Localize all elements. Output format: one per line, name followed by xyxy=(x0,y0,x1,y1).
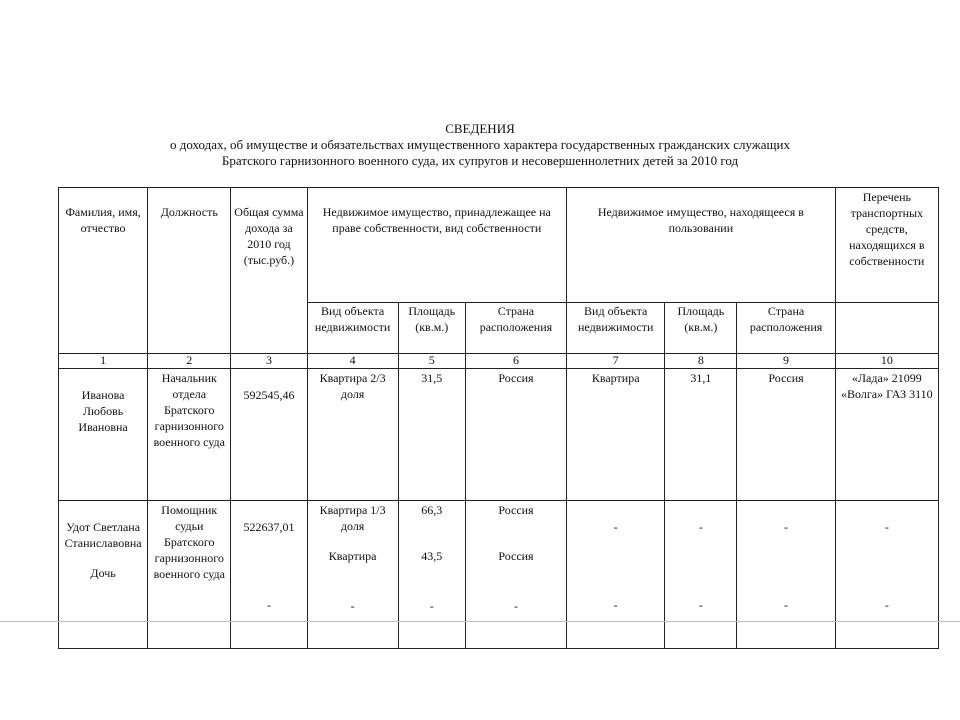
row-income xyxy=(231,501,307,649)
row-owned-area: 31,5 xyxy=(398,369,465,501)
header-owned-group: Недвижимое имущество, принадлежащее на праве собственности, вид собственности xyxy=(307,188,567,303)
row-owned-country-child: - xyxy=(513,599,518,613)
column-number: 6 xyxy=(465,354,566,369)
column-number: 2 xyxy=(148,354,231,369)
row-used-country: Россия xyxy=(737,369,835,501)
header-used-area: Площадь (кв.м.) xyxy=(665,303,737,354)
row-income-main: 522637,01 xyxy=(243,520,295,534)
table-row xyxy=(59,501,939,649)
header-used-country: Страна расположения xyxy=(737,303,835,354)
header-owned-type: Вид объекта недвижимости xyxy=(307,303,398,354)
row-owned-country-1: Россия xyxy=(498,503,534,517)
column-number: 7 xyxy=(567,354,665,369)
row-fio: Иванова Любовь Ивановна xyxy=(59,369,148,501)
row-owned-type xyxy=(307,501,398,649)
row-fio xyxy=(59,501,148,649)
header-fio: Фамилия, имя, отчество xyxy=(59,188,148,354)
row-used-area-child: - xyxy=(698,598,703,612)
row-position: Помощник судьи Братского гарнизонного военного суда xyxy=(148,501,231,649)
row-used-area: 31,1 xyxy=(665,369,737,501)
row-position: Начальник отдела Братского гарнизонного военного суда xyxy=(148,369,231,501)
row-fio-child: Дочь xyxy=(90,566,116,580)
document-title xyxy=(58,121,902,169)
row-used-country-main: - xyxy=(784,520,789,534)
column-number: 9 xyxy=(737,354,835,369)
title-line-2: о доходах, об имуществе и обязательствах имущественного характера государственных гражданских служащих xyxy=(169,137,791,152)
income-table xyxy=(58,187,939,649)
header-transport: Перечень транспортных средств, находящихся в собственности xyxy=(835,188,938,303)
column-number: 10 xyxy=(835,354,938,369)
row-transport xyxy=(835,501,938,649)
row-transport-child: - xyxy=(884,598,889,612)
header-row xyxy=(59,188,939,303)
header-income: Общая сумма дохода за 2010 год (тыс.руб.) xyxy=(231,188,307,354)
header-transport-sub xyxy=(835,303,938,354)
row-used-country xyxy=(737,501,835,649)
row-owned-area xyxy=(398,501,465,649)
row-fio-main: Удот Светлана Станиславовна xyxy=(64,520,142,550)
page-divider xyxy=(0,621,960,622)
table-row xyxy=(59,369,939,501)
row-used-type-child: - xyxy=(613,598,618,612)
column-number: 3 xyxy=(231,354,307,369)
row-owned-area-2: 43,5 xyxy=(421,549,443,563)
row-transport-main: - xyxy=(884,520,889,534)
row-used-area xyxy=(665,501,737,649)
row-income: 592545,46 xyxy=(231,369,307,501)
row-owned-area-1: 66,3 xyxy=(421,503,443,517)
header-owned-country: Страна расположения xyxy=(465,303,566,354)
row-owned-area-child: - xyxy=(429,599,434,613)
header-position: Должность xyxy=(148,188,231,354)
row-owned-country: Россия xyxy=(465,369,566,501)
column-number: 8 xyxy=(665,354,737,369)
header-used-type: Вид объекта недвижимости xyxy=(567,303,665,354)
column-number: 5 xyxy=(398,354,465,369)
column-number: 1 xyxy=(59,354,148,369)
row-used-area-main: - xyxy=(698,520,703,534)
row-used-country-child: - xyxy=(784,598,789,612)
row-used-type xyxy=(567,501,665,649)
header-owned-area: Площадь (кв.м.) xyxy=(398,303,465,354)
row-owned-type-child: - xyxy=(350,599,355,613)
row-used-type: Квартира xyxy=(567,369,665,501)
row-owned-type-1: Квартира 1/3 доля xyxy=(319,503,386,533)
column-number: 4 xyxy=(307,354,398,369)
row-owned-country-2: Россия xyxy=(498,549,534,563)
row-owned-type-2: Квартира xyxy=(328,549,377,563)
row-owned-type: Квартира 2/3 доля xyxy=(307,369,398,501)
header-used-group: Недвижимое имущество, находящееся в пользовании xyxy=(567,188,836,303)
row-transport: «Лада» 21099 «Волга» ГАЗ 3110 xyxy=(835,369,938,501)
row-used-type-main: - xyxy=(613,520,618,534)
title-heading: СВЕДЕНИЯ xyxy=(445,121,515,136)
column-numbers-row xyxy=(59,354,939,369)
row-owned-country xyxy=(465,501,566,649)
row-income-child: - xyxy=(266,598,271,612)
title-line-3: Братского гарнизонного военного суда, их супругов и несовершеннолетних детей за 2010 год xyxy=(221,153,739,168)
